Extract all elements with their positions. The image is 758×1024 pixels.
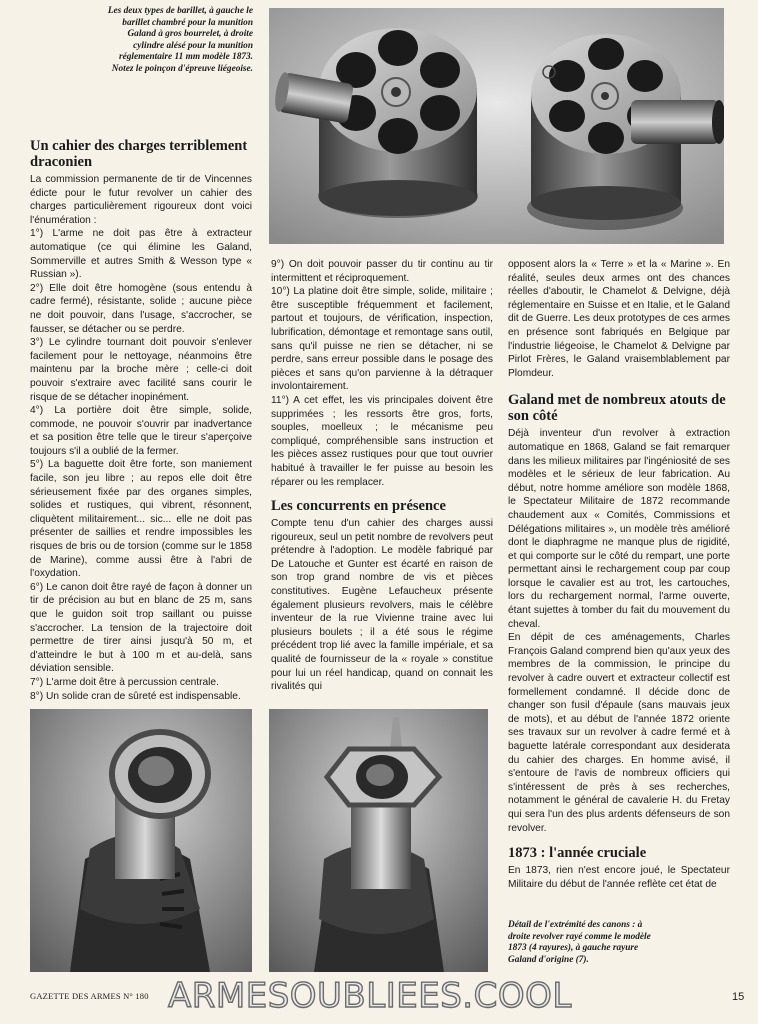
- paragraph: opposent alors la « Terre » et la « Marine ». En réalité, seules deux armes ont des chances réelles d'aboutir, le Chamelot & Delvigne, déjà réglementaire en Suisse et en Italie, et le Galand dit de Guerre. Les deux prototypes de ces armes en présence sont fabriqués en Belgique par l'industrie liégeoise, le Chamelot & Delvigne par Pirlot Frères, le Galand vraisemblablement par Plomdeur.: [508, 259, 730, 379]
- paragraph: 6°) Le canon doit être rayé de façon à donner un tir de précision au but en blanc de 25 m, sans que le guidon soit trop saillant ou puisse s'accrocher. La tension de la trajectoire doit permettre de tirer ainsi jusqu'à 50 m, et d'atteindre le but à 100 m et au-delà, sans déviation sensible.: [30, 581, 252, 675]
- paragraph: Déjà inventeur d'un revolver à extraction automatique en 1868, Galand se fait remarquer dans les milieux militaires par l'ingéniosité de ses modèles et le sérieux de leur fabrication. Au début, notre homme améliore son modèle 1868, le Spectateur Militaire de 1872 recommande chaudement aux « Comités, Commissions et Délégations militaires », un modèle très amélioré dont le diaphragme ne manque plus de rigidité, et qui comporte sur le côté du rempart, une porte permettant ainsi le rechargement coup par coup lorsque le cavalier est au trot, les cartouches, lors du rechargement normal, l'arme ouverte, étant sujettes à tomber du fait du mouvement du cheval.: [508, 428, 730, 630]
- paragraph: 1°) L'arme ne doit pas être à extracteur automatique (ce qui élimine les Galand, Sommerville et autres Smith & Wesson type « Russian »).: [30, 228, 252, 281]
- paragraph: 10°) La platine doit être simple, solide, militaire ; être susceptible fréquemment et facilement, partout et toujours, de vérification, inspection, lubrification, démontage et remontage sans outil, sans qu'il puisse ne rien se détacher, ni se perdre, sans erreur possible dans le posage des pièces et sans qu'on parvienne à la détraquer involontairement.: [271, 286, 493, 393]
- paragraph: En 1873, rien n'est encore joué, le Spectateur Militaire du début de l'année reflète cet état de: [508, 865, 730, 890]
- article-column-right: [508, 258, 730, 891]
- article-column-middle: [271, 258, 493, 694]
- paragraph: 2°) Elle doit être homogène (sous entendu à cadre fermé), résistante, solide ; aucune pièce ne doit pouvoir, dans l'usage, s'accrocher, se fausser, se détacher ou se perdre.: [30, 282, 252, 335]
- paragraph: 9°) On doit pouvoir passer du tir continu au tir intermittent et réciproquement.: [271, 259, 493, 284]
- photo-caption-muzzles: Détail de l'extrémité des canons : à droite revolver rayé comme le modèle 1873 (4 rayures), à gauche rayure Galand d'origine (7).: [508, 920, 651, 965]
- paragraph: Compte tenu d'un cahier des charges aussi rigoureux, seul un petit nombre de revolvers peut prétendre à l'adoption. Le modèle fabriqué par De Latouche et Gunter est écarté en raison de son trop grand nombre de vis et pièces constitutives. Eugène Lefaucheux présente également plusieurs revolvers, mais le célèbre inventeur de la rue Vivienne traine avec lui plusieurs boulets ; il a été sous le régime précédent trop lié avec la famille impériale, et sa qualité de fournisseur de la « royale » constitue pour lui un réel handicap, quand on connait les rivalités qui: [271, 518, 493, 693]
- paragraph: En dépit de ces aménagements, Charles François Galand comprend bien qu'aux yeux des membres de la commission, le principe du revolver à cadre ouvert et extracteur collectif est formellement condamné. Il décide donc de changer son fusil d'épaule (sans mauvais jeux de mots), et au début de l'année 1872 oriente ses travaux sur un revolver à cadre fermé et à baguette latérale correspondant aux desiderata du cahier des charges. En homme avisé, il s'entoure de l'avis de nombreux officiers qui s'intéressent de près à ses recherches, notamment le général de cavalerie H. du Fretay qui sera l'un des plus ardents défenseurs de son revolver.: [508, 632, 730, 834]
- paragraph: 8°) Un solide cran de sûreté est indispensable.: [30, 690, 241, 702]
- section-heading-1873: 1873 : l'année cruciale: [508, 845, 647, 862]
- magazine-footer: GAZETTE DES ARMES N° 180: [30, 991, 149, 1001]
- section-heading-concurrents: Les concurrents en présence: [271, 498, 446, 515]
- cylinders-photo: [269, 8, 724, 244]
- paragraph: 3°) Le cylindre tournant doit pouvoir s'enlever facilement pour le nettoyage, néanmoins être maintenu par la broche mère ; celle-ci doit pouvoir s'extraire avec facilité sans courir le risque de se détacher inopinément.: [30, 337, 252, 403]
- galand-muzzle-photo: [30, 709, 252, 972]
- paragraph: 11°) A cet effet, les vis principales doivent être supprimées ; les ressorts être gros, forts, souples, moelleux ; le mécanisme peu compliqué, compréhensible sans instruction et les pièces assez rustiques pour que tout ouvrier habitué à travailler le fer puisse au besoin les réparer ou les remplacer.: [271, 394, 493, 488]
- section-heading-cahier: Un cahier des charges terriblement draconien: [30, 138, 248, 170]
- section-heading-galand: Galand met de nombreux atouts de son côté: [508, 392, 726, 425]
- site-watermark: ARMESOUBLIEES.COOL: [168, 976, 572, 1016]
- paragraph: 5°) La baguette doit être forte, son maniement facile, son jeu libre ; au repos elle doit être sérieusement fixée par des organes simples, solides et rustiques, qui vibrent, résonnent, cliquètent militairement... sic... elle ne doit pas présenter de saillies et rendre impossibles les risques de bris ou de torsion (comme sur le 1858 de Marine), comme aussi être à l'abri de l'oxydation.: [30, 459, 252, 580]
- rifled-muzzle-photo: [269, 709, 488, 972]
- photo-caption-cylinders: Les deux types de barillet, à gauche le barillet chambré pour la munition Galand à gros bourrelet, à droite cylindre alésé pour la munition réglementaire 11 mm modèle 1873. Notez le poinçon d'épreuve liégeoise.: [107, 6, 253, 74]
- article-column-left: [30, 138, 252, 703]
- page-number: 15: [732, 991, 745, 1003]
- paragraph: La commission permanente de tir de Vincennes édicte pour le futur revolver un cahier des charges particulièrement rigoureux dont voici l'énumération :: [30, 174, 252, 226]
- paragraph: 7°) L'arme doit être à percussion centrale.: [30, 676, 219, 688]
- paragraph: 4°) La portière doit être simple, solide, commode, ne pouvoir s'ouvrir par inadvertance et sa position être telle que le tireur s'aperçoive toujours s'il a oublié de la fermer.: [30, 405, 252, 457]
